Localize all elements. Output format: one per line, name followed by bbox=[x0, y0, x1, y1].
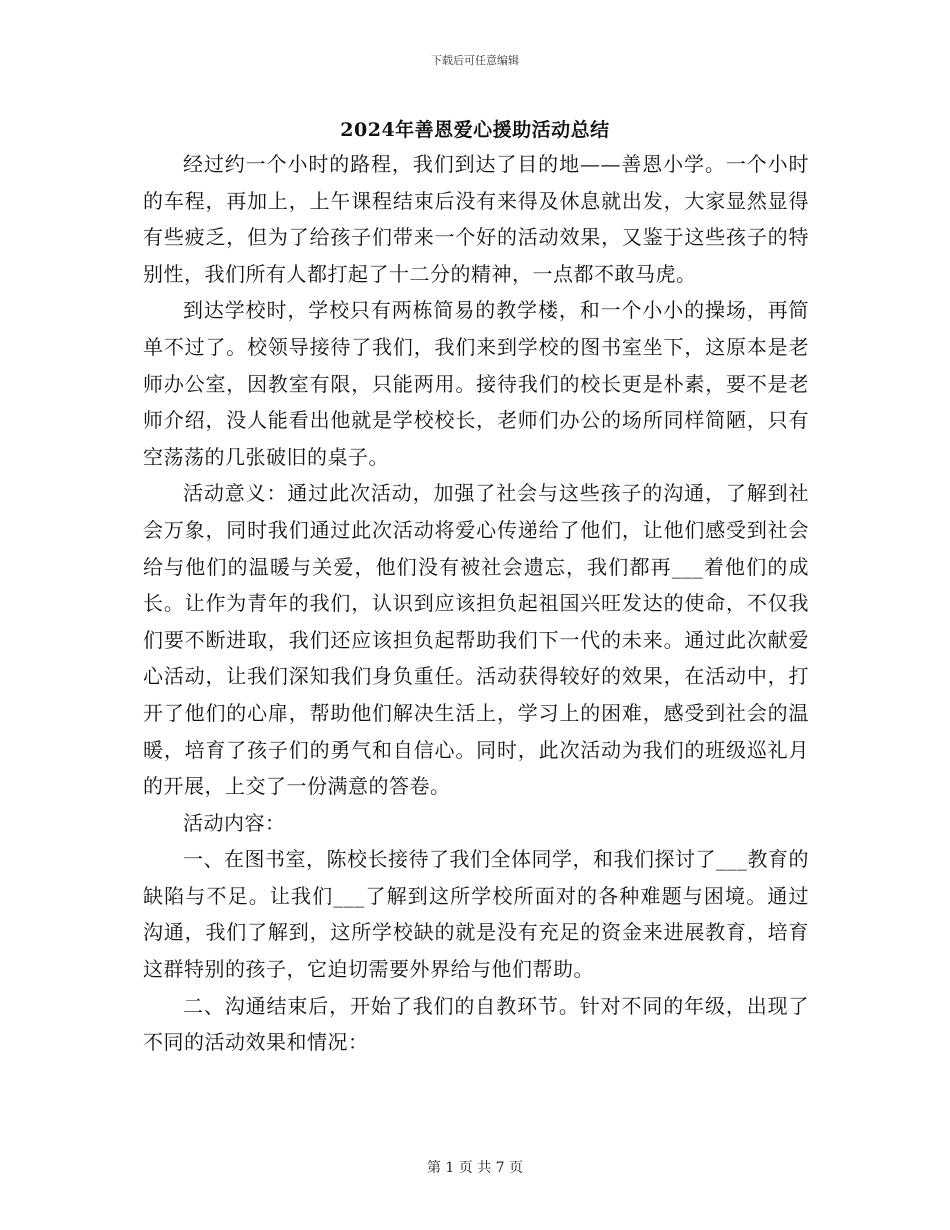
paragraph-2: 到达学校时，学校只有两栋简易的教学楼，和一个小小的操场，再简单不过了。校领导接待了我们，我们来到学校的图书室坐下，这原本是老师办公室，因教室有限，只能两用。接待我们的校长更是朴素，要不是老师介绍，没人能看出他就是学校校长，老师们办公的场所同样简陋，只有空荡荡的几张破旧的桌子。 bbox=[143, 298, 809, 469]
page-header-note: 下载后可任意编辑 bbox=[431, 54, 519, 67]
paragraph-6: 二、沟通结束后，开始了我们的自教环节。针对不同的年级，出现了不同的活动效果和情况： bbox=[143, 993, 809, 1055]
document-body bbox=[143, 146, 809, 1061]
document-title: 2024年善恩爱心援助活动总结 bbox=[340, 119, 610, 141]
paragraph-1: 经过约一个小时的路程，我们到达了目的地——善恩小学。一个小时的车程，再加上，上午课程结束后没有来得及休息就出发，大家显然显得有些疲乏，但为了给孩子们带来一个好的活动效果，又鉴于这些孩子的特别性，我们所有人都打起了十二分的精神，一点都不敢马虎。 bbox=[143, 152, 809, 286]
paragraph-5: 一、在图书室，陈校长接待了我们全体同学，和我们探讨了___教育的缺陷与不足。让我们___了解到这所学校所面对的各种难题与困境。通过沟通，我们了解到，这所学校缺的就是没有充足的资金来进展教育，培育这群特别的孩子，它迫切需要外界给与他们帮助。 bbox=[143, 847, 809, 982]
page-number: 第 1 页 共 7 页 bbox=[426, 1160, 524, 1176]
paragraph-4: 活动内容： bbox=[183, 810, 286, 835]
paragraph-3: 活动意义：通过此次活动，加强了社会与这些孩子的沟通，了解到社会万象，同时我们通过此次活动将爱心传递给了他们，让他们感受到社会给与他们的温暖与关爱，他们没有被社会遗忘，我们都再___着他们的成长。让作为青年的我们，认识到应该担负起祖国兴旺发达的使命，不仅我们要不断进取，我们还应该担负起帮助我们下一代的未来。通过此次献爱心活动，让我们深知我们身负重任。活动获得较好的效果，在活动中，打开了他们的心扉，帮助他们解决生活上，学习上的困难，感受到社会的温暖，培育了孩子们的勇气和自信心。同时，此次活动为我们的班级巡礼月的开展，上交了一份满意的答卷。 bbox=[143, 481, 809, 799]
